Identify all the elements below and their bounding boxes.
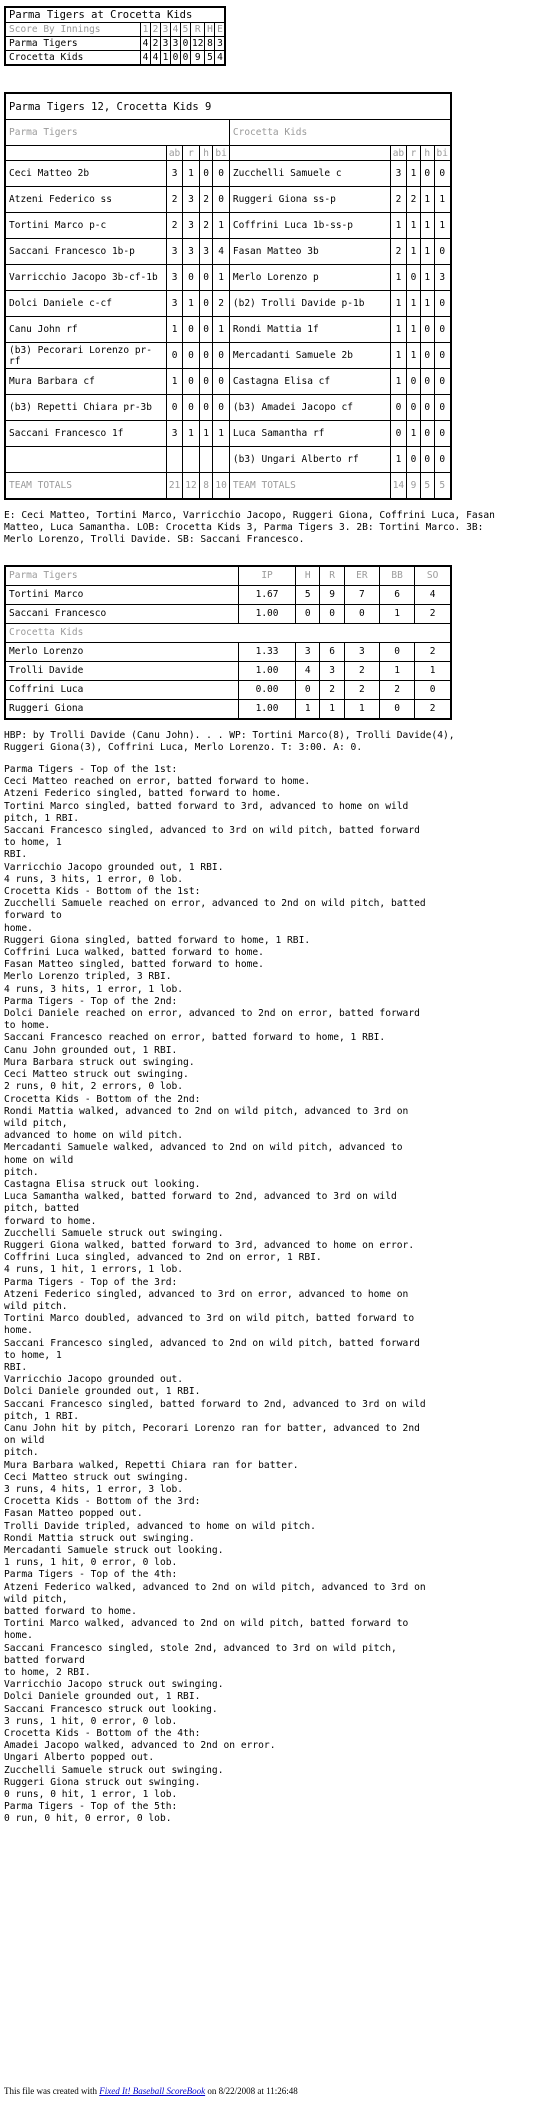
away-stat: 0 <box>199 265 213 291</box>
away-player: Varricchio Jacopo 3b-cf-1b <box>5 265 166 291</box>
boxscore-row <box>5 395 451 421</box>
linescore-header-label: Score By Innings <box>5 23 141 37</box>
away-stat: 2 <box>199 187 213 213</box>
home-stat: 0 <box>420 317 434 343</box>
pitcher-stat: 2 <box>344 680 379 699</box>
away-stat: 2 <box>213 291 229 317</box>
away-stat: 0 <box>183 395 199 421</box>
linescore-row <box>5 37 225 51</box>
inning-header: 5 <box>181 23 191 37</box>
pitcher-name: Trolli Davide <box>5 661 239 680</box>
away-stat: 0 <box>199 343 213 369</box>
inning-header: 4 <box>171 23 181 37</box>
home-stat: 1 <box>390 317 406 343</box>
linescore-cell: 4 <box>141 37 151 51</box>
home-stat: 0 <box>390 421 406 447</box>
away-player: Canu John rf <box>5 317 166 343</box>
home-player: Rondi Mattia 1f <box>229 317 390 343</box>
pitching-away-team: Parma Tigers <box>5 566 239 586</box>
home-stat-header: h <box>420 146 434 161</box>
away-stat: 3 <box>166 291 182 317</box>
home-stat-header: bi <box>434 146 451 161</box>
inning-header: H <box>205 23 215 37</box>
home-player: (b2) Trolli Davide p-1b <box>229 291 390 317</box>
linescore-cell: 4 <box>215 51 226 66</box>
linescore-cell: 1 <box>161 51 171 66</box>
away-stat <box>183 447 199 473</box>
away-stat: 1 <box>213 265 229 291</box>
away-total: 21 <box>166 473 182 500</box>
boxscore-row <box>5 187 451 213</box>
pitcher-stat: 1 <box>296 699 320 719</box>
away-stat: 0 <box>166 343 182 369</box>
away-stat <box>166 447 182 473</box>
pitcher-stat: 0 <box>296 604 320 623</box>
away-player: Ceci Matteo 2b <box>5 161 166 187</box>
linescore-cell: 3 <box>161 37 171 51</box>
home-stat: 1 <box>390 213 406 239</box>
play-by-play: Parma Tigers - Top of the 1st: Ceci Matteo reached on error, batted forward to home. Atzeni Federico singled, batted forward to home. Tortini Marco singled, batted forward to 3rd, advanced to home on wild pitch, 1 RBI. Saccani Francesco singled, advanced to 3rd on wild pitch, batted forward to home, 1 RBI. Varricchio Jacopo grounded out, 1 RBI. 4 runs, 3 hits, 1 error, 0 lob. Crocetta Kids - Bottom of the 1st: Zucchelli Samuele reached on error, advanced to 2nd on wild pitch, batted forward to home. Ruggeri Giona singled, batted forward to home, 1 RBI. Coffrini Luca walked, batted forward to home. Fasan Matteo singled, batted forward to home. Merlo Lorenzo tripled, 3 RBI. 4 runs, 3 hits, 1 error, 1 lob. Parma Tigers - Top of the 2nd: Dolci Daniele reached on error, advanced to 2nd on error, batted forward to home. Saccani Francesco reached on error, batted forward to home, 1 RBI. Canu John grounded out, 1 RBI. Mura Barbara struck out swinging. Ceci Matteo struck out swinging. 2 runs, 0 hit, 2 errors, 0 lob. Crocetta Kids - Bottom of the 2nd: Rondi Mattia walked, advanced to 2nd on wild pitch, advanced to 3rd on wild pitch, advanced to home on wild pitch. Mercadanti Samuele walked, advanced to 2nd on wild pitch, advanced to home on wild pitch. Castagna Elisa struck out looking. Luca Samantha walked, batted forward to 2nd, advanced to 3rd on wild pitch, batted forward to home. Zucchelli Samuele struck out swinging. Ruggeri Giona walked, batted forward to 3rd, advanced to home on error. Coffrini Luca singled, advanced to 2nd on error, 1 RBI. 4 runs, 1 hit, 1 errors, 1 lob. Parma Tigers - Top of the 3rd: Atzeni Federico singled, advanced to 3rd on error, advanced to home on wild pitch. Tortini Marco doubled, advanced to 3rd on wild pitch, batted forward to home. Saccani Francesco singled, advanced to 2nd on wild pitch, batted forward to home, 1 RBI. Varricchio Jacopo grounded out. Dolci Daniele grounded out, 1 RBI. Saccani Francesco singled, batted forward to 2nd, advanced to 3rd on wild pitch, 1 RBI. Canu John hit by pitch, Pecorari Lorenzo ran for batter, advanced to 2nd on wild pitch. Mura Barbara walked, Repetti Chiara ran for batter. Ceci Matteo struck out swinging. 3 runs, 4 hits, 1 error, 3 lob. Crocetta Kids - Bottom of the 3rd: Fasan Matteo popped out. Trolli Davide tripled, advanced to home on wild pitch. Rondi Mattia struck out swinging. Mercadanti Samuele struck out looking. 1 runs, 1 hit, 0 error, 0 lob. Parma Tigers - Top of the 4th: Atzeni Federico walked, advanced to 2nd on wild pitch, advanced to 3rd on wild pitch, batted forward to home. Tortini Marco walked, advanced to 2nd on wild pitch, batted forward to home. Saccani Francesco singled, stole 2nd, advanced to 3rd on wild pitch, batted forward to home, 2 RBI. Varricchio Jacopo struck out swinging. Dolci Daniele grounded out, 1 RBI. Saccani Francesco struck out looking. 3 runs, 1 hit, 0 error, 0 lob. Crocetta Kids - Bottom of the 4th: Amadei Jacopo walked, advanced to 2nd on error. Ungari Alberto popped out. Zucchelli Samuele struck out swinging. Ruggeri Giona struck out swinging. 0 runs, 0 hit, 1 error, 1 lob. Parma Tigers - Top of the 5th: 0 run, 0 hit, 0 error, 0 lob. <box>4 764 426 1825</box>
home-stat: 1 <box>434 187 451 213</box>
pitching-home-team: Crocetta Kids <box>5 623 451 642</box>
linescore-cell: 4 <box>141 51 151 66</box>
linescore-cell: 3 <box>171 37 181 51</box>
home-total: 5 <box>420 473 434 500</box>
pitcher-name: Ruggeri Giona <box>5 699 239 719</box>
home-player: Castagna Elisa cf <box>229 369 390 395</box>
away-player: (b3) Pecorari Lorenzo pr-rf <box>5 343 166 369</box>
home-stat: 1 <box>407 161 421 187</box>
away-player: Atzeni Federico ss <box>5 187 166 213</box>
away-stat: 1 <box>213 421 229 447</box>
away-stat: 0 <box>199 317 213 343</box>
away-total: 12 <box>183 473 199 500</box>
home-stat: 1 <box>390 343 406 369</box>
away-stat: 0 <box>213 343 229 369</box>
away-total: 8 <box>199 473 213 500</box>
away-totals-label: TEAM TOTALS <box>5 473 166 500</box>
away-player: Dolci Daniele c-cf <box>5 291 166 317</box>
home-stat: 1 <box>407 291 421 317</box>
linescore-cell: 0 <box>171 51 181 66</box>
boxscore-table <box>4 92 452 500</box>
linescore-cell: 8 <box>205 37 215 51</box>
pitcher-stat: 1 <box>380 604 415 623</box>
pitching-header: R <box>320 566 344 586</box>
pitcher-stat: 0 <box>296 680 320 699</box>
home-player: Ruggeri Giona ss-p <box>229 187 390 213</box>
linescore-cell: 0 <box>181 51 191 66</box>
away-stat: 1 <box>199 421 213 447</box>
home-stat: 3 <box>390 161 406 187</box>
away-player: Tortini Marco p-c <box>5 213 166 239</box>
home-stat: 0 <box>434 161 451 187</box>
home-player: Mercadanti Samuele 2b <box>229 343 390 369</box>
linescore-cell: 5 <box>205 51 215 66</box>
home-stat-header: ab <box>390 146 406 161</box>
footer <box>4 2086 298 2096</box>
home-stat: 0 <box>434 421 451 447</box>
away-stat: 3 <box>183 239 199 265</box>
pitching-header: BB <box>380 566 415 586</box>
pitcher-stat: 2 <box>415 604 451 623</box>
away-header-blank <box>5 146 166 161</box>
away-stat <box>213 447 229 473</box>
footer-suffix: on 8/22/2008 at 11:26:48 <box>205 2086 298 2096</box>
pitcher-name: Coffrini Luca <box>5 680 239 699</box>
pitcher-stat: 1.00 <box>239 604 296 623</box>
home-stat: 1 <box>407 317 421 343</box>
boxscore-row <box>5 447 451 473</box>
inning-header: 1 <box>141 23 151 37</box>
home-stat: 1 <box>407 421 421 447</box>
inning-header: 3 <box>161 23 171 37</box>
away-stat: 2 <box>199 213 213 239</box>
away-stat: 0 <box>199 291 213 317</box>
pitcher-stat: 0 <box>344 604 379 623</box>
pitcher-row <box>5 642 451 661</box>
home-stat: 0 <box>434 317 451 343</box>
away-stat: 0 <box>166 395 182 421</box>
away-player: Saccani Francesco 1b-p <box>5 239 166 265</box>
away-stat: 1 <box>166 317 182 343</box>
pitcher-stat: 0 <box>380 699 415 719</box>
away-stat: 2 <box>166 187 182 213</box>
pitcher-stat: 1 <box>380 661 415 680</box>
game-notes: E: Ceci Matteo, Tortini Marco, Varricchio Jacopo, Ruggeri Giona, Coffrini Luca, Fasan Matteo, Luca Samantha. LOB: Crocetta Kids 3, Parma Tigers 3. 2B: Tortini Marco. 3B: Merlo Lorenzo, Trolli Davide. SB: Saccani Francesco. <box>4 510 495 546</box>
home-stat: 1 <box>390 447 406 473</box>
linescore-cell: 0 <box>181 37 191 51</box>
home-stat: 1 <box>420 265 434 291</box>
away-stat: 3 <box>183 213 199 239</box>
home-team-header: Crocetta Kids <box>229 120 451 146</box>
away-stat: 0 <box>213 161 229 187</box>
pitcher-stat: 4 <box>296 661 320 680</box>
away-stat: 0 <box>199 161 213 187</box>
boxscore-row <box>5 317 451 343</box>
boxscore-row <box>5 239 451 265</box>
boxscore-row <box>5 421 451 447</box>
pitcher-stat: 0 <box>380 642 415 661</box>
pitcher-stat: 2 <box>415 642 451 661</box>
pitcher-name: Merlo Lorenzo <box>5 642 239 661</box>
away-stat <box>199 447 213 473</box>
home-stat: 1 <box>390 265 406 291</box>
away-stat: 0 <box>213 395 229 421</box>
home-stat: 1 <box>390 369 406 395</box>
home-stat: 1 <box>390 291 406 317</box>
pitcher-stat: 3 <box>344 642 379 661</box>
away-stat: 0 <box>213 369 229 395</box>
linescore-cell: 12 <box>192 38 204 49</box>
home-player: Coffrini Luca 1b-ss-p <box>229 213 390 239</box>
pitcher-stat: 2 <box>344 661 379 680</box>
home-total: 9 <box>407 473 421 500</box>
boxscore-row <box>5 343 451 369</box>
pitcher-stat: 1 <box>344 699 379 719</box>
away-stat: 0 <box>183 317 199 343</box>
home-stat: 3 <box>434 265 451 291</box>
pitcher-stat: 3 <box>320 661 344 680</box>
pitcher-stat: 2 <box>415 699 451 719</box>
pitching-header: SO <box>415 566 451 586</box>
linescore-row <box>5 51 225 66</box>
pitcher-stat: 0 <box>320 604 344 623</box>
home-stat: 1 <box>420 187 434 213</box>
away-stat: 0 <box>199 369 213 395</box>
pitcher-row <box>5 585 451 604</box>
home-player: Luca Samantha rf <box>229 421 390 447</box>
pitcher-stat: 0 <box>415 680 451 699</box>
pitcher-stat: 0.00 <box>239 680 296 699</box>
away-stat: 1 <box>166 369 182 395</box>
pitcher-row <box>5 699 451 719</box>
page-content <box>4 6 532 1826</box>
pitcher-stat: 2 <box>380 680 415 699</box>
home-stat: 1 <box>420 291 434 317</box>
pitcher-row <box>5 661 451 680</box>
away-player: (b3) Repetti Chiara pr-3b <box>5 395 166 421</box>
home-stat: 0 <box>407 447 421 473</box>
inning-header: 2 <box>151 23 161 37</box>
linescore-title: Parma Tigers at Crocetta Kids <box>5 7 225 23</box>
pitcher-stat: 2 <box>320 680 344 699</box>
pitcher-stat: 7 <box>344 585 379 604</box>
home-stat: 0 <box>434 447 451 473</box>
home-stat: 0 <box>434 343 451 369</box>
home-stat: 1 <box>407 239 421 265</box>
pitcher-stat: 9 <box>320 585 344 604</box>
away-player: Mura Barbara cf <box>5 369 166 395</box>
away-player <box>5 447 166 473</box>
pitcher-row <box>5 680 451 699</box>
away-stat: 1 <box>183 291 199 317</box>
pitcher-stat: 1.67 <box>239 585 296 604</box>
home-player: (b3) Amadei Jacopo cf <box>229 395 390 421</box>
home-stat: 1 <box>434 213 451 239</box>
away-stat: 3 <box>183 187 199 213</box>
away-stat: 3 <box>166 161 182 187</box>
home-stat: 0 <box>434 395 451 421</box>
home-stat: 0 <box>407 369 421 395</box>
home-stat: 0 <box>434 239 451 265</box>
home-stat: 0 <box>434 291 451 317</box>
home-stat: 1 <box>407 343 421 369</box>
linescore-cell: 9 <box>191 51 205 66</box>
away-stat-header: r <box>183 146 199 161</box>
home-total: 5 <box>434 473 451 500</box>
linescore-cell: 3 <box>215 37 226 51</box>
pitcher-row <box>5 604 451 623</box>
home-stat: 0 <box>420 161 434 187</box>
linescore-team: Crocetta Kids <box>5 51 141 66</box>
boxscore-row <box>5 213 451 239</box>
away-stat: 3 <box>166 239 182 265</box>
home-stat: 0 <box>420 421 434 447</box>
home-stat: 1 <box>420 239 434 265</box>
pitcher-stat: 1 <box>415 661 451 680</box>
home-player: Zucchelli Samuele c <box>229 161 390 187</box>
linescore-table <box>4 6 226 66</box>
boxscore-row <box>5 291 451 317</box>
boxscore-row <box>5 265 451 291</box>
home-player: Merlo Lorenzo p <box>229 265 390 291</box>
linescore-cell: 4 <box>151 51 161 66</box>
home-totals-label: TEAM TOTALS <box>229 473 390 500</box>
away-stat: 0 <box>199 395 213 421</box>
home-stat-header: r <box>407 146 421 161</box>
pitcher-stat: 1.00 <box>239 699 296 719</box>
inning-header: R <box>191 23 205 37</box>
pitching-table <box>4 565 452 720</box>
away-stat: 3 <box>199 239 213 265</box>
scorebook-link[interactable]: Fixed It! Baseball ScoreBook <box>99 2086 206 2096</box>
boxscore-title: Parma Tigers 12, Crocetta Kids 9 <box>5 93 451 120</box>
away-stat: 0 <box>183 343 199 369</box>
away-stat: 4 <box>213 239 229 265</box>
home-stat: 2 <box>390 239 406 265</box>
away-stat: 1 <box>183 161 199 187</box>
away-stat: 3 <box>166 421 182 447</box>
pitching-header: H <box>296 566 320 586</box>
home-player: Fasan Matteo 3b <box>229 239 390 265</box>
home-stat: 0 <box>407 395 421 421</box>
home-stat: 2 <box>407 187 421 213</box>
home-stat: 0 <box>420 447 434 473</box>
linescore-cell: 2 <box>151 37 161 51</box>
linescore-team: Parma Tigers <box>5 37 141 51</box>
home-stat: 0 <box>407 265 421 291</box>
away-total: 10 <box>213 473 229 500</box>
away-stat: 0 <box>183 369 199 395</box>
pitcher-stat: 1.33 <box>239 642 296 661</box>
home-header-blank <box>229 146 390 161</box>
away-stat-header: ab <box>166 146 182 161</box>
home-stat: 1 <box>407 213 421 239</box>
pitching-header: IP <box>239 566 296 586</box>
away-stat-header: h <box>199 146 213 161</box>
pitcher-stat: 1.00 <box>239 661 296 680</box>
away-stat: 0 <box>213 187 229 213</box>
home-player: (b3) Ungari Alberto rf <box>229 447 390 473</box>
home-stat: 0 <box>420 395 434 421</box>
home-stat: 0 <box>420 343 434 369</box>
away-stat: 0 <box>183 265 199 291</box>
pitcher-stat: 6 <box>380 585 415 604</box>
pitcher-stat: 6 <box>320 642 344 661</box>
pitcher-stat: 5 <box>296 585 320 604</box>
home-stat: 0 <box>434 369 451 395</box>
pitcher-name: Saccani Francesco <box>5 604 239 623</box>
boxscore-row <box>5 369 451 395</box>
pitcher-stat: 3 <box>296 642 320 661</box>
pitcher-name: Tortini Marco <box>5 585 239 604</box>
away-stat: 2 <box>166 213 182 239</box>
home-stat: 0 <box>390 395 406 421</box>
footer-prefix: This file was created with <box>4 2086 100 2096</box>
pitcher-stat: 4 <box>415 585 451 604</box>
away-player: Saccani Francesco 1f <box>5 421 166 447</box>
home-total: 14 <box>390 473 406 500</box>
pitcher-stat: 1 <box>320 699 344 719</box>
away-team-header: Parma Tigers <box>5 120 229 146</box>
home-stat: 0 <box>420 369 434 395</box>
boxscore-row <box>5 161 451 187</box>
away-stat: 1 <box>213 213 229 239</box>
away-stat: 1 <box>183 421 199 447</box>
inning-header: E <box>215 23 226 37</box>
home-stat: 2 <box>390 187 406 213</box>
away-stat: 1 <box>213 317 229 343</box>
home-stat: 1 <box>420 213 434 239</box>
pitching-header: ER <box>344 566 379 586</box>
away-stat: 3 <box>166 265 182 291</box>
misc-notes: HBP: by Trolli Davide (Canu John). . . WP: Tortini Marco(8), Trolli Davide(4), Ruggeri Giona(3), Coffrini Luca, Merlo Lorenzo. T: 3:00. A: 0. <box>4 729 455 753</box>
away-stat-header: bi <box>213 146 229 161</box>
